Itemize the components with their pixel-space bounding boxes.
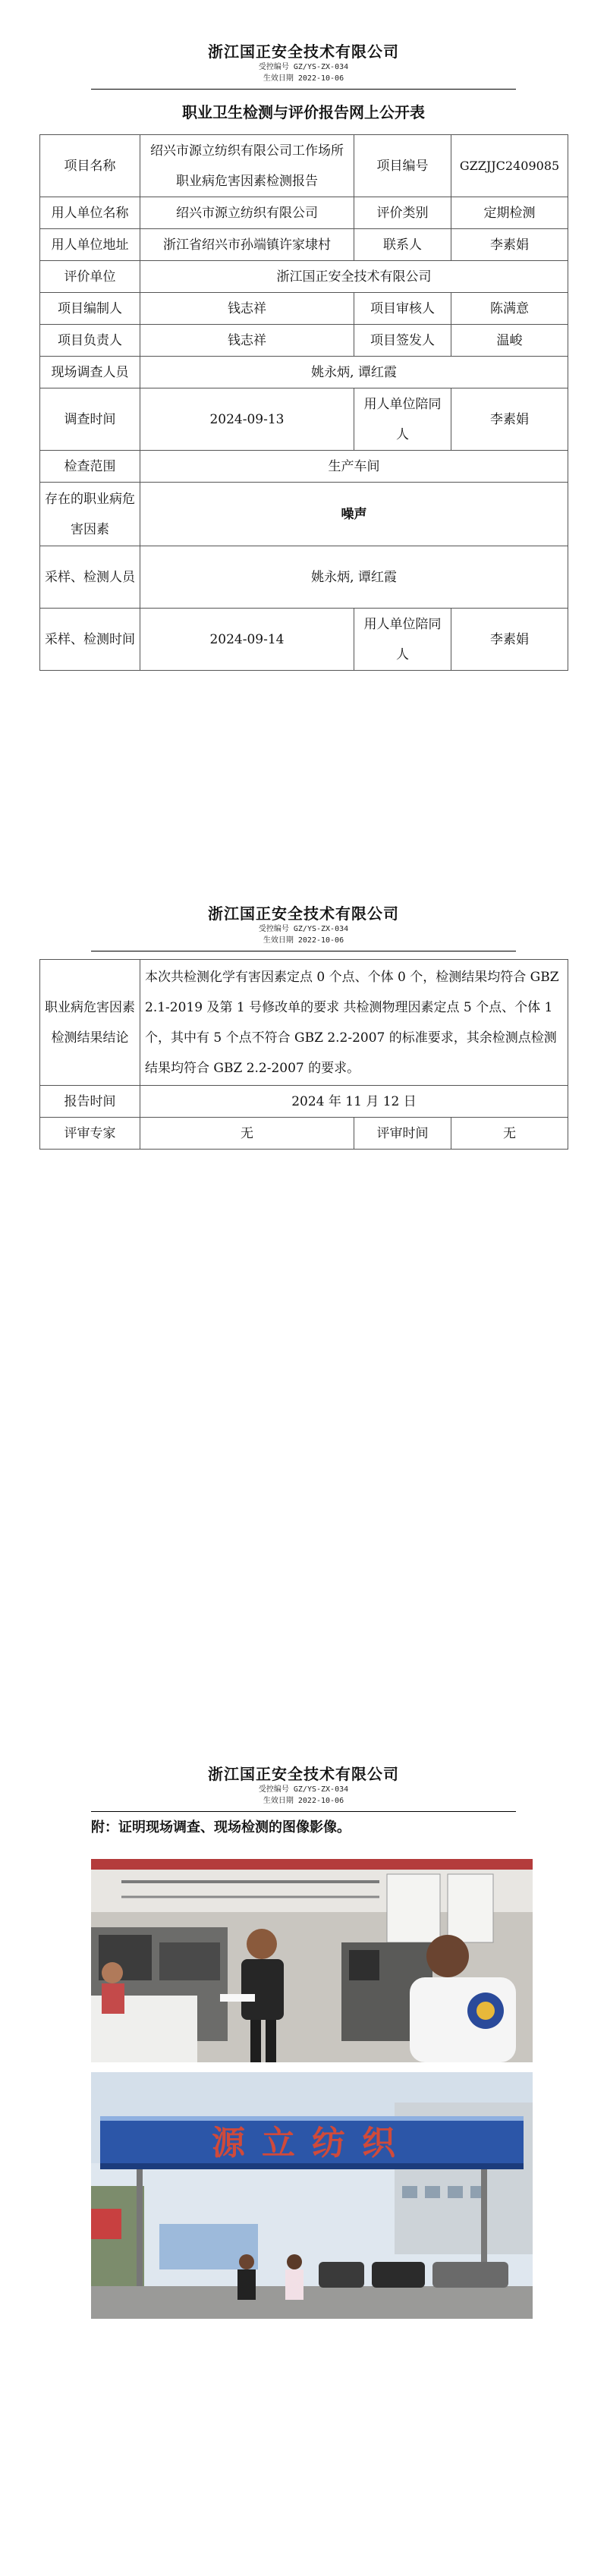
cell-label: 评价单位 bbox=[40, 261, 140, 293]
cell-label: 项目编号 bbox=[354, 135, 451, 197]
cell-value: 2024 年 11 月 12 日 bbox=[140, 1086, 568, 1118]
workshop-photo-image bbox=[91, 1859, 533, 2062]
doc-number: 受控编号 GZ/YS-ZX-034 bbox=[258, 1785, 349, 1794]
page-3 bbox=[0, 1762, 607, 1836]
cell-value: 姚永炳, 谭红霞 bbox=[140, 357, 568, 388]
cell-label: 用人单位陪同人 bbox=[354, 388, 451, 451]
cell-label: 评价类别 bbox=[354, 197, 451, 229]
cell-label: 报告时间 bbox=[40, 1086, 140, 1118]
cell-label: 项目审核人 bbox=[354, 293, 451, 325]
table-row bbox=[40, 1086, 568, 1118]
table-row bbox=[40, 451, 568, 483]
cell-value: 李素娟 bbox=[451, 229, 568, 261]
cell-value: 姚永炳, 谭红霞 bbox=[140, 546, 568, 609]
table-row bbox=[40, 325, 568, 357]
company-name: 浙江国正安全技术有限公司 bbox=[208, 904, 399, 923]
cell-label: 采样、检测时间 bbox=[40, 609, 140, 671]
cell-label: 采样、检测人员 bbox=[40, 546, 140, 609]
table-row bbox=[40, 229, 568, 261]
cell-value: 李素娟 bbox=[451, 609, 568, 671]
company-name: 浙江国正安全技术有限公司 bbox=[208, 42, 399, 61]
cell-label: 检查范围 bbox=[40, 451, 140, 483]
gate-photo bbox=[91, 2072, 533, 2319]
cell-value: GZZJJC2409085 bbox=[451, 135, 568, 197]
page-header bbox=[0, 1762, 607, 1812]
cell-value: 绍兴市源立纺织有限公司工作场所职业病危害因素检测报告 bbox=[140, 135, 354, 197]
cell-value: 浙江国正安全技术有限公司 bbox=[140, 261, 568, 293]
disclosure-table bbox=[39, 134, 568, 671]
gate-photo-image bbox=[91, 2072, 533, 2319]
cell-label: 联系人 bbox=[354, 229, 451, 261]
cell-value: 李素娟 bbox=[451, 388, 568, 451]
cell-value: 绍兴市源立纺织有限公司 bbox=[140, 197, 354, 229]
cell-label: 用人单位名称 bbox=[40, 197, 140, 229]
cell-label: 职业病危害因素检测结果结论 bbox=[40, 960, 140, 1086]
cell-label: 项目签发人 bbox=[354, 325, 451, 357]
table-row bbox=[40, 357, 568, 388]
attachment-title: 附：证明现场调查、现场检测的图像影像。 bbox=[91, 1820, 351, 1835]
table-row bbox=[40, 197, 568, 229]
table-row bbox=[40, 261, 568, 293]
workshop-photo bbox=[91, 1859, 533, 2062]
cell-label: 项目编制人 bbox=[40, 293, 140, 325]
cell-label: 存在的职业病危害因素 bbox=[40, 483, 140, 546]
table-row bbox=[40, 960, 568, 1086]
cell-value: 钱志祥 bbox=[140, 325, 354, 357]
table-row bbox=[40, 388, 568, 451]
table-row bbox=[40, 546, 568, 609]
cell-label: 项目名称 bbox=[40, 135, 140, 197]
cell-label: 用人单位地址 bbox=[40, 229, 140, 261]
cell-value: 2024-09-14 bbox=[140, 609, 354, 671]
cell-value: 生产车间 bbox=[140, 451, 568, 483]
company-name: 浙江国正安全技术有限公司 bbox=[208, 1765, 399, 1783]
table-row bbox=[40, 293, 568, 325]
conclusion-text: 本次共检测化学有害因素定点 0 个点、个体 0 个，检测结果均符合 GBZ 2.1-2019 及第 1 号修改单的要求 共检测物理因素定点 5 个点、个体 1 个，其中有 5 个点不符合 GBZ 2.2-2007 的标准要求，其余检测点检测结果均符合 GBZ 2.2-2007 的要求。 bbox=[140, 960, 568, 1086]
cell-value: 温峻 bbox=[451, 325, 568, 357]
cell-value: 噪声 bbox=[140, 483, 568, 546]
effective-date: 生效日期 2022-10-06 bbox=[263, 936, 344, 945]
cell-label: 评审专家 bbox=[40, 1118, 140, 1150]
gate-sign-text: 源立纺织 bbox=[212, 2124, 412, 2162]
table-row bbox=[40, 1118, 568, 1150]
table-row bbox=[40, 483, 568, 546]
cell-label: 项目负责人 bbox=[40, 325, 140, 357]
page-1 bbox=[0, 39, 607, 671]
doc-number: 受控编号 GZ/YS-ZX-034 bbox=[258, 63, 349, 71]
page-title: 职业卫生检测与评价报告网上公开表 bbox=[182, 103, 425, 121]
cell-value: 浙江省绍兴市孙端镇许家埭村 bbox=[140, 229, 354, 261]
page-header bbox=[0, 39, 607, 90]
cell-value: 无 bbox=[451, 1118, 568, 1150]
header-rule bbox=[91, 1811, 516, 1812]
cell-label: 用人单位陪同人 bbox=[354, 609, 451, 671]
cell-label: 现场调查人员 bbox=[40, 357, 140, 388]
effective-date: 生效日期 2022-10-06 bbox=[263, 74, 344, 83]
cell-value: 无 bbox=[140, 1118, 354, 1150]
page-2 bbox=[0, 901, 607, 1150]
page-header bbox=[0, 901, 607, 951]
conclusion-table bbox=[39, 959, 568, 1150]
cell-label: 评审时间 bbox=[354, 1118, 451, 1150]
table-row bbox=[40, 135, 568, 197]
cell-value: 2024-09-13 bbox=[140, 388, 354, 451]
effective-date: 生效日期 2022-10-06 bbox=[263, 1797, 344, 1805]
cell-value: 钱志祥 bbox=[140, 293, 354, 325]
doc-number: 受控编号 GZ/YS-ZX-034 bbox=[258, 925, 349, 933]
cell-value: 陈满意 bbox=[451, 293, 568, 325]
header-rule bbox=[91, 89, 516, 90]
cell-value: 定期检测 bbox=[451, 197, 568, 229]
cell-label: 调查时间 bbox=[40, 388, 140, 451]
table-row bbox=[40, 609, 568, 671]
